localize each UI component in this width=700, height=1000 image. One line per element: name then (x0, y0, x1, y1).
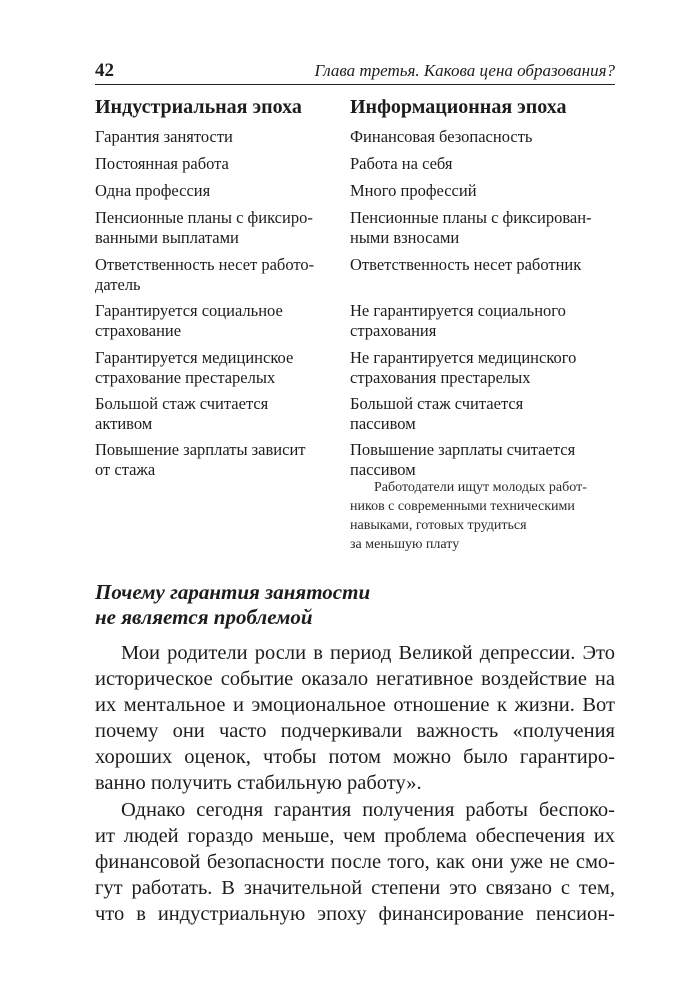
page-header (95, 58, 615, 85)
right-cell: Финансовая безопасность (350, 127, 533, 146)
right-cell: Повышение зарплаты считается пассивом (350, 440, 576, 479)
left-column-heading: Индустриальная эпоха (95, 96, 302, 118)
text-line: ванно получить стабильную работу». (95, 772, 422, 794)
left-cell: Пенсионные планы с фиксиро- ванными выплатами (95, 208, 313, 247)
left-cell: Гарантируется социальное страхование (95, 301, 283, 340)
text-line: что в индустриальную эпоху финансирование пенсион- (95, 903, 615, 925)
page-number: 42 (95, 60, 114, 81)
left-cell: Одна профессия (95, 181, 211, 200)
right-cell: Пенсионные планы с фиксирован- ными взносами (350, 208, 592, 247)
table-note: Работодатели ищут молодых работ- ников с современными техническими навыками, готовых трудиться за меньшую плату (350, 480, 587, 552)
running-title: Глава третья. Какова цена образования? (314, 61, 615, 80)
right-cell: Не гарантируется социального страхования (350, 301, 566, 340)
right-cell: Много профессий (350, 181, 477, 200)
left-cell: Гарантируется медицинское страхование престарелых (95, 348, 294, 387)
text-line: Мои родители росли в период Великой депрессии. Это (121, 642, 615, 664)
text-line: почему они часто подчеркивали важность «получения (95, 720, 615, 742)
paragraph (95, 797, 615, 927)
text-line: хороших оценок, чтобы потом можно было гарантиро- (95, 746, 615, 768)
text-line: ит людей гораздо меньше, чем проблема обеспечения их (95, 825, 615, 847)
right-cell: Большой стаж считается пассивом (350, 394, 524, 433)
text-line: Однако сегодня гарантия получения работы беспоко- (121, 799, 615, 821)
left-cell: Большой стаж считается активом (95, 394, 269, 433)
left-cell: Гарантия занятости (95, 127, 233, 146)
right-cell: Работа на себя (350, 154, 453, 173)
left-cell: Повышение зарплаты зависит от стажа (95, 440, 306, 479)
text-line: гут работать. В значительной степени это связано с тем, (95, 877, 615, 899)
section-title: Почему гарантия занятости не является проблемой (95, 580, 371, 629)
right-cell: Не гарантируется медицинского страхования престарелых (350, 348, 577, 387)
left-cell: Постоянная работа (95, 154, 229, 173)
text-line: историческое событие оказало негативное воздействие на (95, 668, 615, 690)
left-cell: Ответственность несет работо- датель (95, 255, 315, 294)
text-line: финансовой безопасности после того, как они уже не смо- (95, 851, 615, 873)
right-column-heading: Информационная эпоха (350, 96, 567, 118)
paragraph (95, 640, 615, 796)
text-line: их ментальное и эмоциональное отношение к жизни. Вот (95, 694, 615, 716)
right-cell: Ответственность несет работник (350, 255, 582, 274)
